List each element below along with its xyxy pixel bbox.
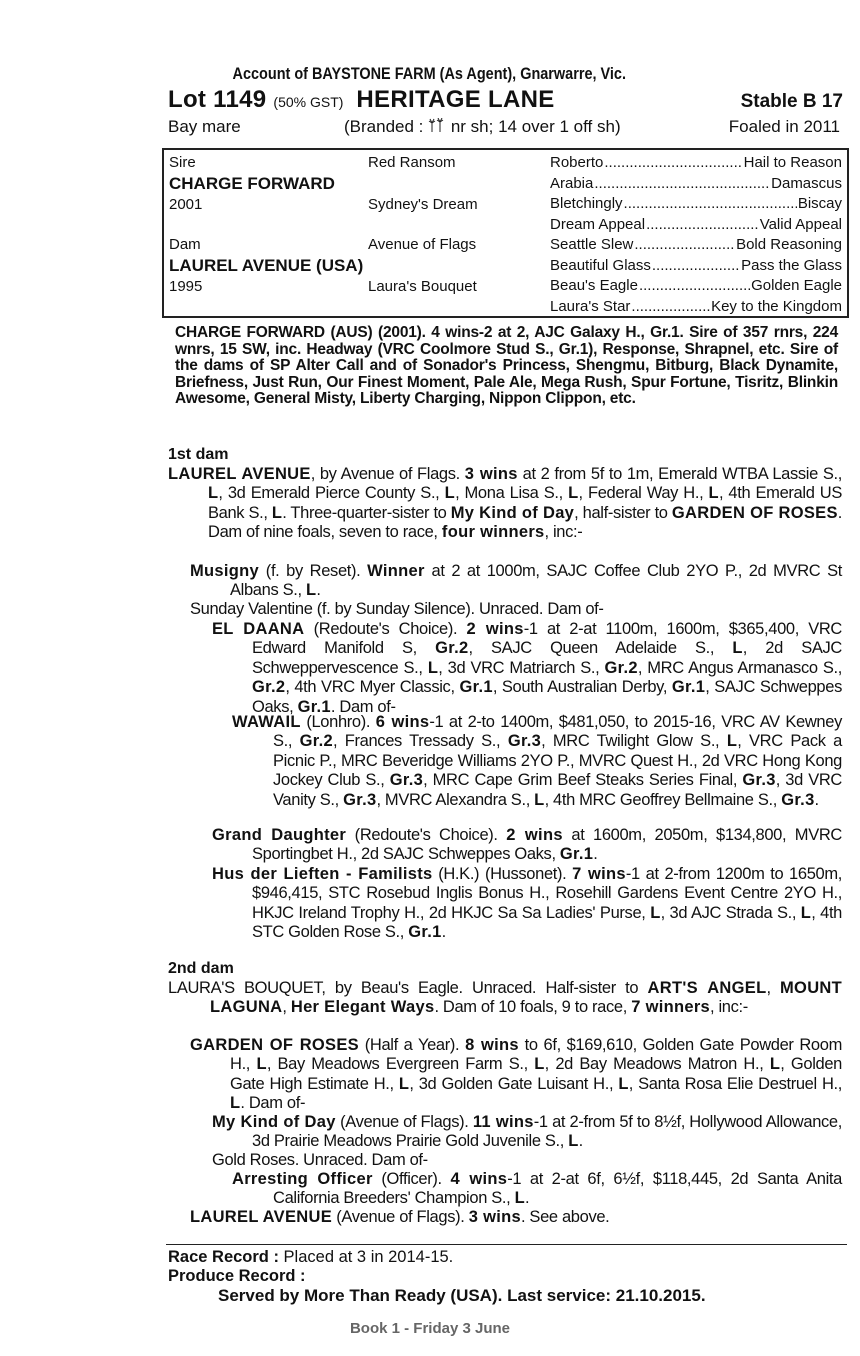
bold-text: L xyxy=(444,484,456,503)
text: Sunday Valentine (f. by Sunday Silence). Unraced. Dam of- xyxy=(190,600,604,618)
bold-text: Gr.3 xyxy=(389,771,424,790)
text: , Mona Lisa S., xyxy=(455,484,569,503)
foaled-year: Foaled in 2011 xyxy=(728,117,840,136)
brand-info xyxy=(344,117,621,137)
text: . xyxy=(316,581,321,600)
text: , inc:- xyxy=(710,998,748,1017)
ancestor-name: Dream Appeal xyxy=(550,215,646,233)
text: , xyxy=(282,998,291,1017)
bold-text: Gr.3 xyxy=(742,771,776,790)
bold-text: L xyxy=(732,639,743,658)
bold-text: Gr.1 xyxy=(297,697,331,716)
family-entry xyxy=(212,1151,842,1170)
race-record-label: Race Record : xyxy=(168,1248,279,1266)
bold-text: Hus der Lieften - Familists xyxy=(212,865,433,883)
sire-summary: CHARGE FORWARD (AUS) (2001). 4 wins-2 at 2, AJC Galaxy H., Gr.1. Sire of 357 rnrs, 224 wnrs, 15 SW, inc. Headway (VRC Coolmore Stud S., Gr.1), Response, Shrapnel, etc. Sire of the dams of SP Alter Call and of Sonador's Princess, Shengmu, Bitburg, Black Dynamite, Briefness, Just Run, Our Finest Moment, Pale Ale, Mega Rush, Spur Fortune, Tisritz, Blinkin Awesome, General Misty, Liberty Charging, Nippon Clippon, etc. xyxy=(175,324,838,407)
text: at 2 at 1000m, SAJC Coffee Club 2YO P., 2d MVRC St Albans S., xyxy=(230,562,842,600)
bold-text: L xyxy=(568,1132,579,1151)
text: -1 at 2-from 5f to 8½f, Hollywood Allowance, 3d Prairie Meadows Prairie Gold Juvenile S., xyxy=(252,1113,842,1151)
text: , inc:- xyxy=(544,523,583,542)
page-footer: Book 1 - Friday 3 June xyxy=(349,1320,511,1337)
text: -1 at 2-at 6f, 6½f, $118,445, 2d Santa Anita California Breeders' Champion S., xyxy=(273,1170,842,1208)
text: , by Avenue of Flags. xyxy=(310,465,465,483)
text: , Santa Rosa Elie Destruel H., xyxy=(628,1074,842,1093)
bold-text: L xyxy=(208,484,219,503)
text: , 3d Golden Gate Luisant H., xyxy=(409,1074,619,1093)
text: to 6f, $169,610, Golden Gate Powder Room H., xyxy=(230,1036,842,1074)
ancestor-sire: Valid Appeal xyxy=(759,215,842,233)
dot-leader xyxy=(604,154,742,171)
ancestor-sire: Key to the Kingdom xyxy=(711,297,842,315)
dam-sire: Avenue of Flags xyxy=(368,236,477,253)
text: , SAJC Queen Adelaide S., xyxy=(468,639,733,658)
text: , xyxy=(766,979,781,997)
text: -1 at 2-to 1400m, $481,050, to 2015-16, VRC AV Kewney S., xyxy=(273,713,842,751)
family-entry xyxy=(190,562,842,601)
vendor-account: Account of BAYSTONE FARM (As Agent), Gnarwarre, Vic. xyxy=(232,64,626,83)
text: . xyxy=(578,1132,583,1151)
bold-text: Musigny xyxy=(190,562,260,580)
text: LAURA'S BOUQUET, by Beau's Eagle. Unraced. Half-sister to xyxy=(168,979,648,997)
bold-text: L xyxy=(650,903,661,922)
text: . Three-quarter-sister to xyxy=(282,503,451,522)
bold-text: L xyxy=(427,658,439,677)
bold-text: WAWAIL xyxy=(232,713,301,731)
text: . Dam of- xyxy=(330,697,396,716)
ancestor-name: Laura's Star xyxy=(550,297,631,315)
bold-text: Gr.1 xyxy=(559,845,594,864)
text: , MRC Cape Grim Beef Steaks Series Final, xyxy=(423,771,743,790)
produce-record xyxy=(168,1267,306,1286)
text: at 2 from 5f to 1m, Emerald WTBA Lassie S., xyxy=(517,465,842,483)
ancestor-name: Bletchingly xyxy=(550,195,623,212)
bold-text: 7 wins xyxy=(572,865,626,883)
bold-text: 4 wins xyxy=(450,1170,508,1188)
ancestor-name: Beau's Eagle xyxy=(550,277,638,294)
bold-text: L xyxy=(534,1055,545,1074)
text: , MRC Twilight Glow S., xyxy=(541,732,727,751)
bold-text: L xyxy=(398,1074,410,1093)
bold-text: Arresting Officer xyxy=(232,1170,373,1188)
text: (Redoute's Choice). xyxy=(346,826,507,844)
ancestor-sire: Bold Reasoning xyxy=(736,236,842,253)
bold-text: Gr.2 xyxy=(435,639,469,658)
dot-leader xyxy=(594,175,770,192)
bold-text: L xyxy=(800,903,812,922)
sire-label: Sire xyxy=(169,154,196,171)
stable-number: Stable B 17 xyxy=(740,91,843,112)
bold-text: 3 wins xyxy=(464,465,518,483)
ancestor-row xyxy=(550,216,842,233)
text: , Bay Meadows Evergreen Farm S., xyxy=(266,1055,535,1074)
ancestor-name: Beautiful Glass xyxy=(550,256,651,274)
text: , South Australian Derby, xyxy=(492,678,672,697)
dam-label: Dam xyxy=(169,236,201,253)
family-entry xyxy=(212,620,842,717)
family-entry xyxy=(168,979,843,1018)
pedigree-table xyxy=(162,148,849,318)
produce-record-label: Produce Record : xyxy=(168,1267,306,1285)
text: -1 at 2-from 1200m to 1650m, $946,415, STC Rosebud Inglis Bonus H., Rosehill Gardens Event Centre 2YO H., HKJC Ireland Trophy H., 2d HKJC Sa Sa Ladies' Purse, xyxy=(252,865,842,922)
sire-name: CHARGE FORWARD xyxy=(169,174,335,193)
text: , Federal Way H., xyxy=(578,484,709,503)
service-info: Served by More Than Ready (USA). Last service: 21.10.2015. xyxy=(218,1286,706,1305)
bold-text: Grand Daughter xyxy=(212,826,347,844)
text: , 4th STC Golden Rose S., xyxy=(252,903,843,942)
bold-text: L xyxy=(708,484,719,503)
palm-tree-brand-icon xyxy=(428,117,446,136)
bold-text: 11 wins xyxy=(472,1113,534,1131)
bold-text: L xyxy=(726,732,738,751)
bold-text: Gr.2 xyxy=(604,658,638,677)
ancestor-row xyxy=(550,154,842,171)
bold-text: L xyxy=(618,1074,629,1093)
text: , 2d SAJC Schweppervescence S., xyxy=(252,639,842,677)
bold-text: Gr.3 xyxy=(781,790,815,809)
horse-name: HERITAGE LANE xyxy=(356,86,555,113)
bold-text: four winners xyxy=(441,523,545,542)
text: -1 at 2-at 1100m, 1600m, $365,400, VRC Edward Manifold S, xyxy=(252,620,842,658)
ancestor-row xyxy=(550,236,842,253)
text: (H.K.) (Hussonet). xyxy=(432,865,573,883)
text: (Avenue of Flags). xyxy=(332,1208,469,1226)
text: (Officer). xyxy=(372,1170,451,1188)
bold-text: Gr.3 xyxy=(507,732,542,751)
bold-text: L xyxy=(256,1055,267,1074)
bold-text: Gr.1 xyxy=(671,678,706,697)
family-entry xyxy=(232,1170,842,1209)
bold-text: Gr.1 xyxy=(459,678,493,697)
text: , 4th VRC Myer Classic, xyxy=(285,678,460,697)
ancestor-row xyxy=(550,277,842,294)
text: (Redoute's Choice). xyxy=(304,620,467,638)
bold-text: My Kind of Day xyxy=(450,503,575,522)
family-entry xyxy=(168,465,842,543)
ancestor-sire: Damascus xyxy=(771,174,842,192)
bold-text: My Kind of Day xyxy=(212,1113,336,1131)
family-entry xyxy=(212,865,843,943)
ancestor-row xyxy=(550,298,842,315)
family-entry xyxy=(232,713,842,810)
bold-text: Gr.3 xyxy=(343,790,377,809)
ancestor-sire: Biscay xyxy=(797,195,842,212)
race-record-value: Placed at 3 in 2014-15. xyxy=(278,1248,454,1266)
gst-note: (50% GST) xyxy=(273,94,344,110)
ancestor-name: Seattle Slew xyxy=(550,236,634,253)
text: , 4th MRC Geoffrey Bellmaine S., xyxy=(544,790,782,809)
text: , 3d VRC Vanity S., xyxy=(273,771,842,809)
horse-sex: Bay mare xyxy=(168,117,241,136)
bold-text: 8 wins xyxy=(465,1036,519,1054)
family-entry xyxy=(212,1113,842,1152)
ancestor-row xyxy=(550,257,842,274)
text: . xyxy=(814,790,819,809)
bold-text: L xyxy=(305,581,317,600)
bold-text: L xyxy=(271,503,283,522)
text: . See above. xyxy=(520,1208,610,1226)
text: (Half a Year). xyxy=(358,1036,466,1054)
bold-text: Gr.2 xyxy=(299,732,333,751)
text: , 2d Bay Meadows Matron H., xyxy=(544,1055,770,1074)
ancestor-name: Arabia xyxy=(550,174,594,192)
bold-text: 7 winners xyxy=(631,998,711,1017)
family-entry xyxy=(190,600,842,619)
bold-text: LAUREL AVENUE xyxy=(168,465,311,483)
dam-dam: Laura's Bouquet xyxy=(368,278,477,295)
bold-text: Gr.1 xyxy=(408,923,442,942)
text: , 3d Emerald Pierce County S., xyxy=(218,484,445,503)
dam-name: LAUREL AVENUE (USA) xyxy=(169,256,364,275)
brand-suffix: nr sh; 14 over 1 off sh) xyxy=(446,117,621,136)
text: . xyxy=(441,923,446,942)
bold-text: GARDEN OF ROSES xyxy=(190,1036,359,1054)
bold-text: EL DAANA xyxy=(212,620,305,638)
text: . Dam of- xyxy=(240,1094,306,1113)
text: , 4th Emerald US Bank S., xyxy=(208,484,842,522)
bold-text: 3 wins xyxy=(468,1208,521,1226)
sire-dam: Sydney's Dream xyxy=(368,196,478,213)
first-dam-heading: 1st dam xyxy=(168,446,229,463)
bold-text: Winner xyxy=(367,562,425,580)
ancestor-sire: Pass the Glass xyxy=(741,256,842,274)
bold-text: L xyxy=(534,790,545,809)
bold-text: Gr.2 xyxy=(252,678,286,697)
text: , half-sister to xyxy=(574,503,672,522)
text: , Golden Gate High Estimate H., xyxy=(230,1055,842,1093)
text: . Dam of 10 foals, 9 to race, xyxy=(434,998,632,1017)
bold-text: 2 wins xyxy=(506,826,563,844)
text: Gold Roses. Unraced. Dam of- xyxy=(212,1151,428,1169)
brand-prefix: (Branded : xyxy=(344,117,429,136)
dam-year: 1995 xyxy=(169,278,203,295)
bold-text: GARDEN OF ROSES xyxy=(671,503,838,522)
dot-leader xyxy=(624,195,797,212)
race-record xyxy=(168,1248,453,1267)
dot-leader xyxy=(634,236,735,253)
bold-text: ART'S ANGEL xyxy=(647,979,767,997)
bold-text: L xyxy=(769,1055,781,1074)
second-dam-heading: 2nd dam xyxy=(168,960,234,977)
text: , MRC Angus Armanasco S., xyxy=(637,658,842,677)
family-entry xyxy=(212,826,842,865)
text: , SAJC Schweppes Oaks, xyxy=(252,678,842,716)
sire-year: 2001 xyxy=(169,196,203,213)
text: . xyxy=(593,845,598,864)
lot-number: Lot 1149 xyxy=(168,86,267,113)
text: , Frances Tressady S., xyxy=(332,732,508,751)
text: , MVRC Alexandra S., xyxy=(376,790,535,809)
text: . Dam of nine foals, seven to race, xyxy=(208,503,842,542)
bold-text: LAUREL AVENUE xyxy=(190,1208,333,1226)
text: (Avenue of Flags). xyxy=(335,1113,473,1131)
ancestor-sire: Hail to Reason xyxy=(743,154,842,171)
bold-text: L xyxy=(230,1094,241,1113)
dot-leader xyxy=(639,277,750,294)
bold-text: MOUNT LAGUNA xyxy=(210,979,843,1017)
text: , 3d VRC Matriarch S., xyxy=(438,658,605,677)
text: . xyxy=(525,1189,530,1208)
text: , VRC Pack a Picnic P., MRC Beveridge Williams 2YO P., MVRC Quest H., 2d VRC Hong Kong Jockey Club S., xyxy=(273,732,842,790)
lot-title xyxy=(168,86,555,114)
ancestor-row xyxy=(550,175,842,192)
text: at 1600m, 2050m, $134,800, MVRC Sportingbet H., 2d SAJC Schweppes Oaks, xyxy=(252,826,842,864)
sire-sire: Red Ransom xyxy=(368,154,456,171)
bold-text: 6 wins xyxy=(375,713,430,731)
ancestor-name: Roberto xyxy=(550,154,604,171)
dot-leader xyxy=(652,257,740,274)
bold-text: L xyxy=(568,484,579,503)
divider xyxy=(166,1244,847,1245)
bold-text: Her Elegant Ways xyxy=(290,998,435,1017)
bold-text: L xyxy=(514,1189,526,1208)
family-entry xyxy=(190,1208,842,1227)
dot-leader xyxy=(631,298,710,315)
horse-details xyxy=(168,117,840,139)
ancestor-row xyxy=(550,195,842,212)
lot-header xyxy=(168,86,843,114)
ancestor-sire: Golden Eagle xyxy=(751,277,842,294)
text: (Lonhro). xyxy=(300,713,376,731)
text: (f. by Reset). xyxy=(259,562,368,580)
text: , 3d AJC Strada S., xyxy=(660,903,801,922)
dot-leader xyxy=(646,216,759,233)
bold-text: 2 wins xyxy=(466,620,524,638)
family-entry xyxy=(190,1036,842,1114)
